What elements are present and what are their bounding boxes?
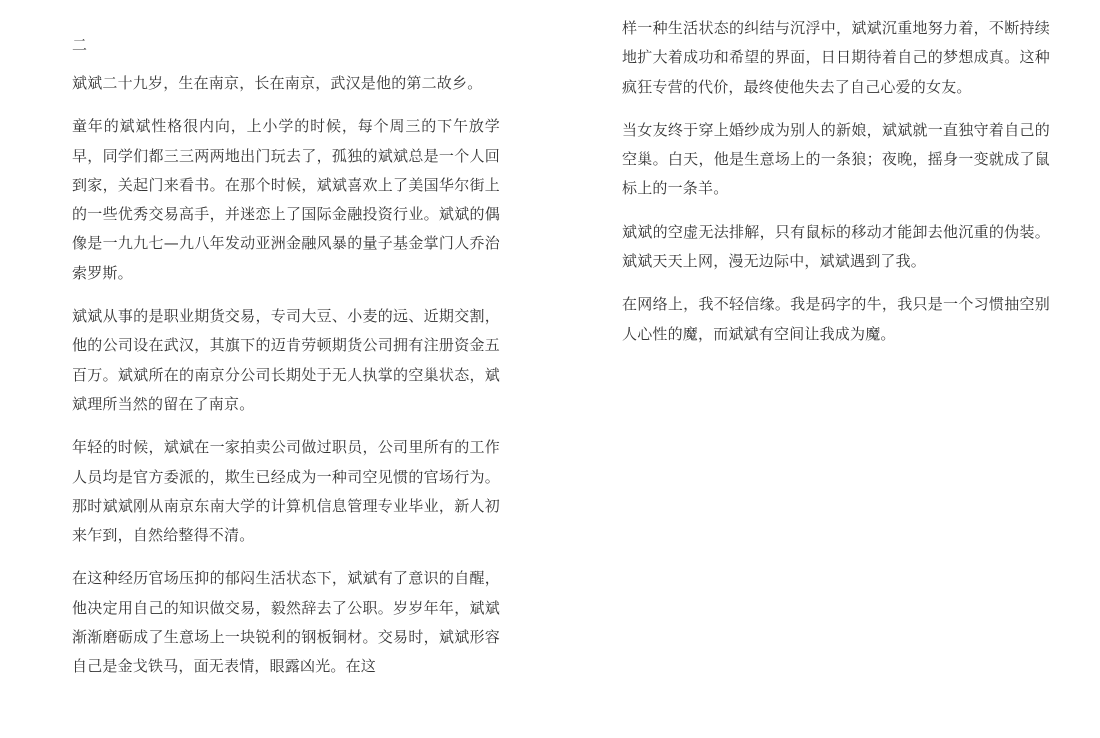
paragraph: 在网络上，我不轻信缘。我是码字的牛，我只是一个习惯抽空别人心性的魔，而斌斌有空间让我成为魔。 [622, 295, 1050, 343]
chapter-heading: 二 [72, 36, 88, 54]
paragraph: 年轻的时候，斌斌在一家拍卖公司做过职员，公司里所有的工作人员均是官方委派的，欺生已经成为一种司空见惯的官场行为。那时斌斌刚从南京东南大学的计算机信息管理专业毕业，新人初来乍到，自然给整得不清。 [72, 438, 500, 545]
left-column [72, 31, 500, 696]
paragraph: 童年的斌斌性格很内向，上小学的时候，每个周三的下午放学早，同学们都三三两两地出门玩去了，孤独的斌斌总是一个人回到家，关起门来看书。在那个时候，斌斌喜欢上了美国华尔街上的一些优秀交易高手，并迷恋上了国际金融投资行业。斌斌的偶像是一九九七—九八年发动亚洲金融风暴的量子基金掌门人乔治索罗斯。 [72, 117, 500, 282]
paragraph: 斌斌的空虚无法排解，只有鼠标的移动才能卸去他沉重的伪装。斌斌天天上网，漫无边际中，斌斌遇到了我。 [622, 222, 1050, 271]
right-column [622, 14, 1050, 363]
paragraph: 斌斌从事的是职业期货交易，专司大豆、小麦的远、近期交割，他的公司设在武汉，其旗下的迈肯劳顿期货公司拥有注册资金五百万。斌斌所在的南京分公司长期处于无人执掌的空巢状态，斌斌理所当然的留在了南京。 [72, 307, 500, 413]
paragraph: 当女友终于穿上婚纱成为别人的新娘，斌斌就一直独守着自己的空巢。白天，他是生意场上的一条狼；夜晚，摇身一变就成了鼠标上的一条羊。 [622, 120, 1050, 198]
paragraph: 样一种生活状态的纠结与沉浮中，斌斌沉重地努力着，不断持续地扩大着成功和希望的界面，日日期待着自己的梦想成真。这种疯狂专营的代价，最终使他失去了自己心爱的女友。 [622, 19, 1050, 96]
paragraph: 斌斌二十九岁，生在南京，长在南京，武汉是他的第二故乡。 [72, 74, 483, 92]
paragraph: 在这种经历官场压抑的郁闷生活状态下，斌斌有了意识的自醒，他决定用自己的知识做交易，毅然辞去了公职。岁岁年年，斌斌渐渐磨砺成了生意场上一块锐利的钢板铜材。交易时，斌斌形容自己是金戈铁马，面无表情，眼露凶光。在这 [72, 569, 500, 676]
